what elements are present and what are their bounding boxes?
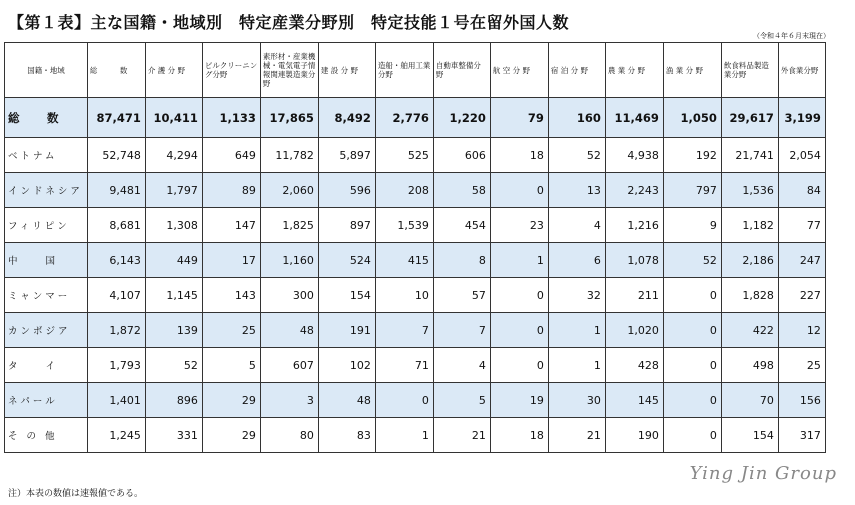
value-cell: 147 bbox=[202, 208, 260, 243]
value-cell: 247 bbox=[778, 243, 825, 278]
value-cell: 9 bbox=[663, 208, 721, 243]
value-cell: 0 bbox=[490, 348, 548, 383]
value-cell: 607 bbox=[260, 348, 318, 383]
value-cell: 143 bbox=[202, 278, 260, 313]
value-cell: 1 bbox=[548, 313, 605, 348]
header-field: 漁 業 分 野 bbox=[663, 43, 721, 98]
value-cell: 79 bbox=[490, 98, 548, 138]
value-cell: 0 bbox=[663, 313, 721, 348]
value-cell: 1,828 bbox=[721, 278, 778, 313]
value-cell: 2,054 bbox=[778, 138, 825, 173]
value-cell: 48 bbox=[318, 383, 375, 418]
total-cell: 87,471 bbox=[87, 98, 145, 138]
country-name: フィリピン bbox=[5, 208, 88, 243]
value-cell: 3,199 bbox=[778, 98, 825, 138]
value-cell: 0 bbox=[375, 383, 433, 418]
value-cell: 154 bbox=[318, 278, 375, 313]
value-cell: 5,897 bbox=[318, 138, 375, 173]
table-row bbox=[5, 243, 826, 278]
table-row bbox=[5, 348, 826, 383]
header-field: 造船・舶用工業分野 bbox=[375, 43, 433, 98]
value-cell: 449 bbox=[145, 243, 202, 278]
value-cell: 3 bbox=[260, 383, 318, 418]
header-field: 自動車整備分野 bbox=[433, 43, 490, 98]
country-name: タ イ bbox=[5, 348, 88, 383]
table-row bbox=[5, 383, 826, 418]
value-cell: 525 bbox=[375, 138, 433, 173]
statistics-table bbox=[4, 42, 826, 453]
value-cell: 6 bbox=[548, 243, 605, 278]
total-cell: 1,401 bbox=[87, 383, 145, 418]
value-cell: 83 bbox=[318, 418, 375, 453]
value-cell: 30 bbox=[548, 383, 605, 418]
value-cell: 331 bbox=[145, 418, 202, 453]
value-cell: 1,182 bbox=[721, 208, 778, 243]
value-cell: 10,411 bbox=[145, 98, 202, 138]
value-cell: 11,782 bbox=[260, 138, 318, 173]
value-cell: 1 bbox=[548, 348, 605, 383]
value-cell: 7 bbox=[433, 313, 490, 348]
header-field: 介 護 分 野 bbox=[145, 43, 202, 98]
value-cell: 17,865 bbox=[260, 98, 318, 138]
total-row bbox=[5, 98, 826, 138]
total-cell: 1,245 bbox=[87, 418, 145, 453]
table-row bbox=[5, 173, 826, 208]
value-cell: 29 bbox=[202, 383, 260, 418]
value-cell: 11,469 bbox=[605, 98, 663, 138]
value-cell: 89 bbox=[202, 173, 260, 208]
value-cell: 57 bbox=[433, 278, 490, 313]
footnote: 注）本表の数値は速報値である。 bbox=[8, 489, 144, 499]
value-cell: 191 bbox=[318, 313, 375, 348]
header-total: 総 数 bbox=[87, 43, 145, 98]
value-cell: 1,797 bbox=[145, 173, 202, 208]
table-row bbox=[5, 313, 826, 348]
value-cell: 498 bbox=[721, 348, 778, 383]
header-field: 航 空 分 野 bbox=[490, 43, 548, 98]
value-cell: 71 bbox=[375, 348, 433, 383]
value-cell: 17 bbox=[202, 243, 260, 278]
value-cell: 4 bbox=[433, 348, 490, 383]
country-name: 総 数 bbox=[5, 98, 88, 138]
value-cell: 5 bbox=[433, 383, 490, 418]
value-cell: 649 bbox=[202, 138, 260, 173]
value-cell: 13 bbox=[548, 173, 605, 208]
country-name: ベトナム bbox=[5, 138, 88, 173]
country-name: そ の 他 bbox=[5, 418, 88, 453]
value-cell: 428 bbox=[605, 348, 663, 383]
value-cell: 1,536 bbox=[721, 173, 778, 208]
header-field: ビルクリーニング分野 bbox=[202, 43, 260, 98]
value-cell: 596 bbox=[318, 173, 375, 208]
value-cell: 25 bbox=[202, 313, 260, 348]
value-cell: 8,492 bbox=[318, 98, 375, 138]
value-cell: 4,294 bbox=[145, 138, 202, 173]
value-cell: 190 bbox=[605, 418, 663, 453]
value-cell: 1,133 bbox=[202, 98, 260, 138]
country-name: ネパール bbox=[5, 383, 88, 418]
value-cell: 145 bbox=[605, 383, 663, 418]
value-cell: 1 bbox=[375, 418, 433, 453]
value-cell: 80 bbox=[260, 418, 318, 453]
value-cell: 1,825 bbox=[260, 208, 318, 243]
value-cell: 2,186 bbox=[721, 243, 778, 278]
value-cell: 32 bbox=[548, 278, 605, 313]
value-cell: 1,216 bbox=[605, 208, 663, 243]
value-cell: 797 bbox=[663, 173, 721, 208]
value-cell: 1,539 bbox=[375, 208, 433, 243]
value-cell: 454 bbox=[433, 208, 490, 243]
value-cell: 606 bbox=[433, 138, 490, 173]
value-cell: 21 bbox=[433, 418, 490, 453]
value-cell: 2,243 bbox=[605, 173, 663, 208]
total-cell: 9,481 bbox=[87, 173, 145, 208]
country-name: 中 国 bbox=[5, 243, 88, 278]
value-cell: 18 bbox=[490, 138, 548, 173]
value-cell: 23 bbox=[490, 208, 548, 243]
value-cell: 2,060 bbox=[260, 173, 318, 208]
value-cell: 0 bbox=[663, 383, 721, 418]
value-cell: 1 bbox=[490, 243, 548, 278]
total-cell: 6,143 bbox=[87, 243, 145, 278]
country-name: インドネシア bbox=[5, 173, 88, 208]
value-cell: 0 bbox=[663, 418, 721, 453]
header-field: 農 業 分 野 bbox=[605, 43, 663, 98]
value-cell: 1,020 bbox=[605, 313, 663, 348]
value-cell: 0 bbox=[663, 278, 721, 313]
table-row bbox=[5, 208, 826, 243]
total-cell: 1,793 bbox=[87, 348, 145, 383]
value-cell: 317 bbox=[778, 418, 825, 453]
value-cell: 7 bbox=[375, 313, 433, 348]
value-cell: 422 bbox=[721, 313, 778, 348]
value-cell: 52 bbox=[145, 348, 202, 383]
header-country: 国籍・地域 bbox=[5, 43, 88, 98]
table-title: 【第１表】主な国籍・地域別 特定産業分野別 特定技能１号在留外国人数 bbox=[8, 13, 570, 32]
header-field: 建 設 分 野 bbox=[318, 43, 375, 98]
header-field: 外食業分野 bbox=[778, 43, 825, 98]
value-cell: 70 bbox=[721, 383, 778, 418]
value-cell: 25 bbox=[778, 348, 825, 383]
value-cell: 1,308 bbox=[145, 208, 202, 243]
value-cell: 154 bbox=[721, 418, 778, 453]
value-cell: 1,078 bbox=[605, 243, 663, 278]
value-cell: 1,145 bbox=[145, 278, 202, 313]
value-cell: 52 bbox=[548, 138, 605, 173]
watermark-logo: Ying Jin Group bbox=[689, 463, 837, 484]
header-field: 宿 泊 分 野 bbox=[548, 43, 605, 98]
value-cell: 48 bbox=[260, 313, 318, 348]
value-cell: 211 bbox=[605, 278, 663, 313]
value-cell: 0 bbox=[490, 278, 548, 313]
value-cell: 897 bbox=[318, 208, 375, 243]
table-row bbox=[5, 138, 826, 173]
value-cell: 19 bbox=[490, 383, 548, 418]
value-cell: 21 bbox=[548, 418, 605, 453]
total-cell: 4,107 bbox=[87, 278, 145, 313]
value-cell: 227 bbox=[778, 278, 825, 313]
value-cell: 524 bbox=[318, 243, 375, 278]
value-cell: 896 bbox=[145, 383, 202, 418]
value-cell: 18 bbox=[490, 418, 548, 453]
value-cell: 10 bbox=[375, 278, 433, 313]
table-row bbox=[5, 418, 826, 453]
value-cell: 1,220 bbox=[433, 98, 490, 138]
value-cell: 21,741 bbox=[721, 138, 778, 173]
value-cell: 29,617 bbox=[721, 98, 778, 138]
value-cell: 84 bbox=[778, 173, 825, 208]
value-cell: 156 bbox=[778, 383, 825, 418]
value-cell: 12 bbox=[778, 313, 825, 348]
value-cell: 8 bbox=[433, 243, 490, 278]
value-cell: 4 bbox=[548, 208, 605, 243]
value-cell: 102 bbox=[318, 348, 375, 383]
value-cell: 58 bbox=[433, 173, 490, 208]
value-cell: 0 bbox=[490, 313, 548, 348]
value-cell: 5 bbox=[202, 348, 260, 383]
header-row bbox=[5, 43, 826, 98]
value-cell: 415 bbox=[375, 243, 433, 278]
country-name: カンボジア bbox=[5, 313, 88, 348]
value-cell: 208 bbox=[375, 173, 433, 208]
value-cell: 192 bbox=[663, 138, 721, 173]
total-cell: 52,748 bbox=[87, 138, 145, 173]
total-cell: 1,872 bbox=[87, 313, 145, 348]
header-field: 飲食料品製造業分野 bbox=[721, 43, 778, 98]
value-cell: 77 bbox=[778, 208, 825, 243]
value-cell: 300 bbox=[260, 278, 318, 313]
country-name: ミャンマー bbox=[5, 278, 88, 313]
header-field: 素形材・産業機械・電気電子情報関連製造業分野 bbox=[260, 43, 318, 98]
value-cell: 139 bbox=[145, 313, 202, 348]
table-row bbox=[5, 278, 826, 313]
as-of-date: （令和４年６月末現在） bbox=[753, 32, 830, 40]
value-cell: 2,776 bbox=[375, 98, 433, 138]
value-cell: 4,938 bbox=[605, 138, 663, 173]
value-cell: 52 bbox=[663, 243, 721, 278]
value-cell: 1,050 bbox=[663, 98, 721, 138]
value-cell: 160 bbox=[548, 98, 605, 138]
total-cell: 8,681 bbox=[87, 208, 145, 243]
value-cell: 0 bbox=[663, 348, 721, 383]
value-cell: 1,160 bbox=[260, 243, 318, 278]
value-cell: 0 bbox=[490, 173, 548, 208]
value-cell: 29 bbox=[202, 418, 260, 453]
